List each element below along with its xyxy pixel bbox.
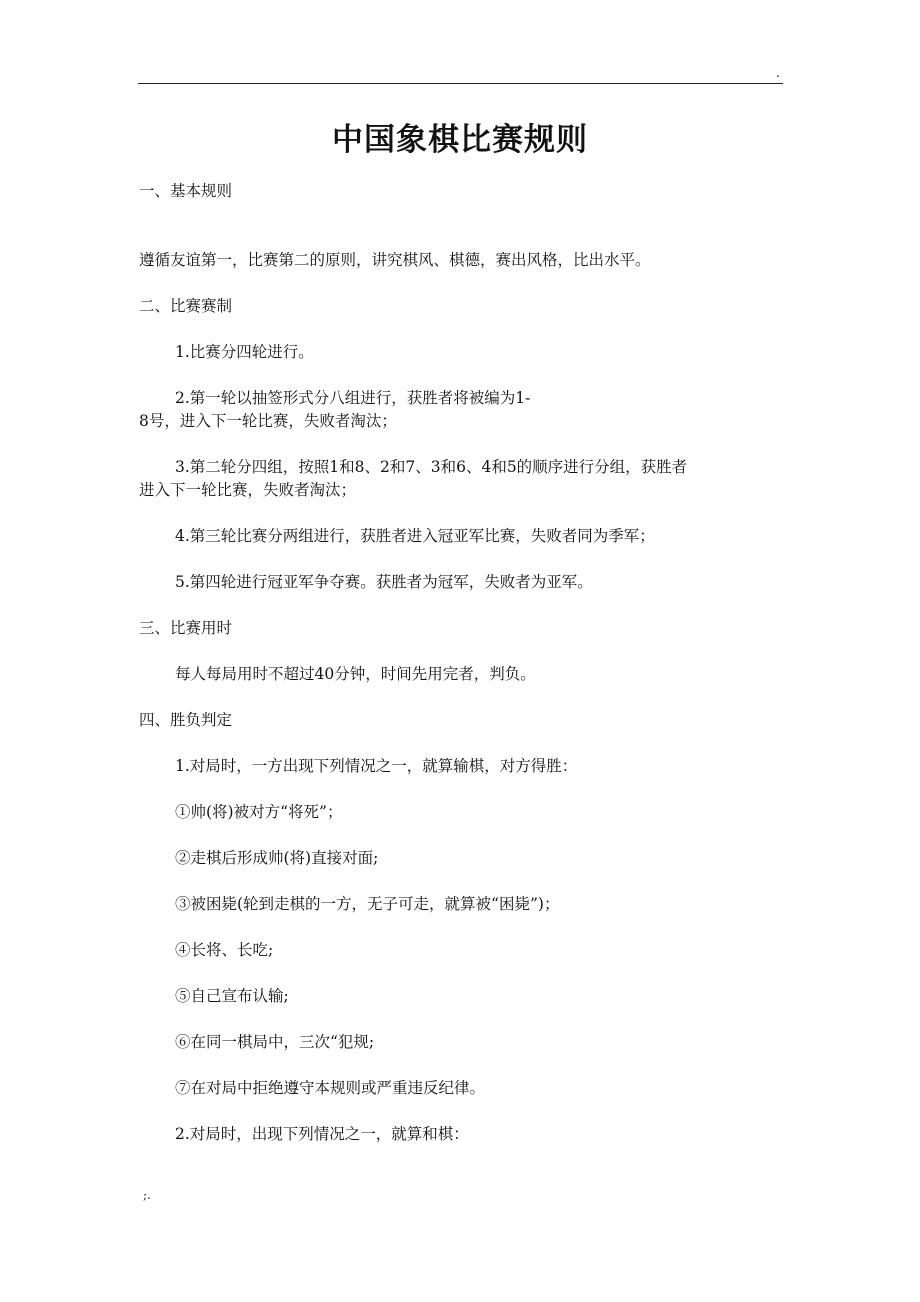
- loss-condition-3: ③被困毙(轮到走棋的一方，无子可走，就算被“困毙”)；: [175, 895, 560, 913]
- section-heading-time: 三、比赛用时: [139, 619, 233, 637]
- document-title: 中国象棋比赛规则: [332, 122, 588, 158]
- draw-rule-intro: 2.对局时，出现下列情况之一，就算和棋：: [175, 1125, 469, 1143]
- section-heading-result: 四、胜负判定: [139, 711, 233, 729]
- format-item-3-cont: 进入下一轮比赛，失败者淘汰；: [139, 481, 357, 499]
- format-item-4: 4.第三轮比赛分两组进行，获胜者进入冠亚军比赛，失败者同为季军；: [175, 527, 655, 545]
- basic-rules-paragraph: 遵循友谊第一，比赛第二的原则，讲究棋风、棋德，赛出风格，比出水平。: [139, 251, 651, 269]
- format-item-2: 2.第一轮以抽签形式分八组进行，获胜者将被编为1-: [175, 389, 531, 407]
- loss-condition-4: ④长将、长吃;: [175, 941, 274, 959]
- format-item-5: 5.第四轮进行冠亚军争夺赛。获胜者为冠军，失败者为亚军。: [175, 573, 593, 591]
- header-rule: [138, 83, 783, 84]
- section-heading-format: 二、比赛赛制: [139, 297, 233, 315]
- loss-condition-2: ②走棋后形成帅(将)直接对面;: [175, 849, 379, 867]
- footer-mark: ;.: [143, 1188, 151, 1202]
- format-item-3: 3.第二轮分四组，按照1和8、2和7、3和6、4和5的顺序进行分组，获胜者: [175, 458, 688, 476]
- format-item-1: 1.比赛分四轮进行。: [175, 343, 314, 361]
- section-heading-basic-rules: 一、基本规则: [139, 182, 233, 200]
- format-item-2-cont: 8号，进入下一轮比赛，失败者淘汰；: [139, 412, 397, 430]
- loss-condition-6: ⑥在同一棋局中，三次“犯规;: [175, 1033, 375, 1051]
- loss-rule-intro: 1.对局时，一方出现下列情况之一，就算输棋，对方得胜：: [175, 757, 578, 775]
- header-mark: .: [776, 66, 780, 80]
- loss-condition-5: ⑤自己宣布认输;: [175, 987, 289, 1005]
- time-paragraph: 每人每局用时不超过40分钟，时间先用完者，判负。: [175, 665, 536, 683]
- loss-condition-1: ①帅(将)被对方“将死”；: [175, 803, 343, 821]
- loss-condition-7: ⑦在对局中拒绝遵守本规则或严重违反纪律。: [175, 1079, 486, 1097]
